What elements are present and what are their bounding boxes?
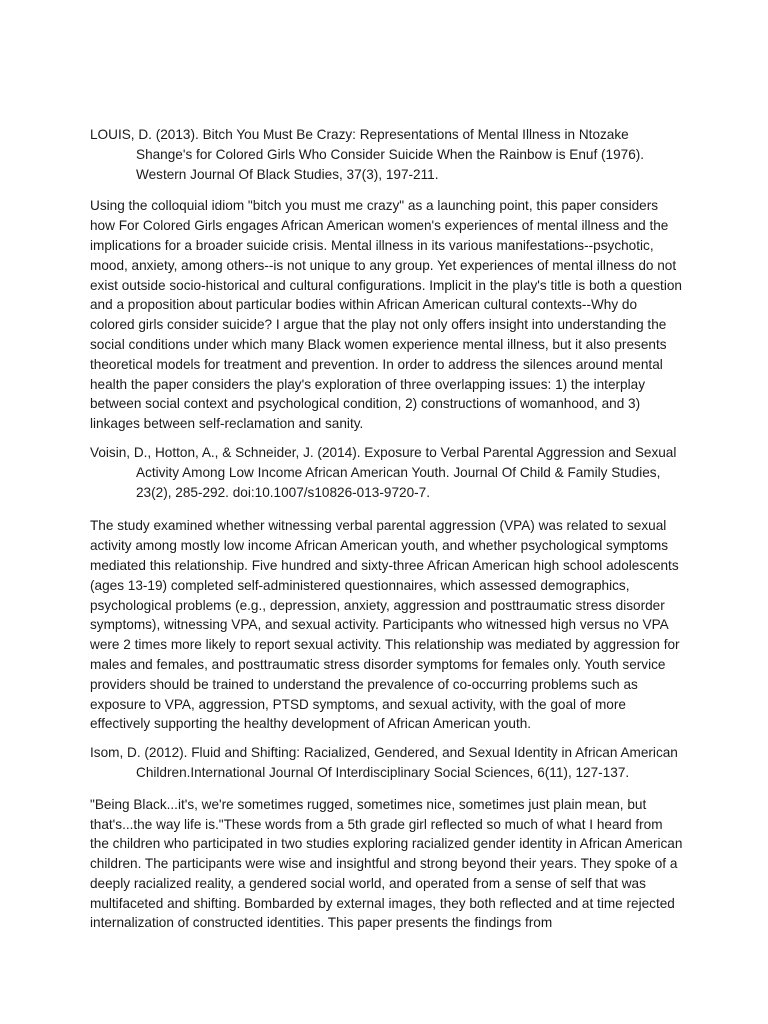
abstract: The study examined whether witnessing verbal parental aggression (VPA) was related to sexual activity among mostly low income African American youth, and whether psychological symptoms mediated this relationship. Five hundred and sixty-three African American high school adolescents (ages 13-19) completed self-administered questionnaires, which assessed demographics, psychological problems (e.g., depression, anxiety, aggression and posttraumatic stress disorder symptoms), witnessing VPA, and sexual activity. Participants who witnessed high versus no VPA were 2 times more likely to report sexual activity. This relationship was mediated by aggression for males and females, and posttraumatic stress disorder symptoms for females only. Youth service providers should be trained to understand the prevalence of co-occurring problems such as exposure to VPA, aggression, PTSD symptoms, and sexual activity, with the goal of more effectively supporting the healthy development of African American youth. bbox=[90, 518, 680, 732]
bibliography-entry bbox=[90, 743, 684, 933]
citation: Voisin, D., Hotton, A., & Schneider, J. (2014). Exposure to Verbal Parental Aggression and Sexual Activity Among Low Income African American Youth. Journal Of Child & Family Studies, 23(2), 285-292. doi:10.1007/s10826-013-9720-7. bbox=[90, 444, 677, 500]
bibliography-entry bbox=[90, 443, 684, 734]
citation: Isom, D. (2012). Fluid and Shifting: Racialized, Gendered, and Sexual Identity in African American Children.International Journal Of Interdisciplinary Social Sciences, 6(11), 127-137. bbox=[90, 745, 678, 780]
citation: LOUIS, D. (2013). Bitch You Must Be Crazy: Representations of Mental Illness in Ntozake Shange's for Colored Girls Who Consider Suicide When the Rainbow is Enuf (1976). Western Journal Of Black Studies, 37(3), 197-211. bbox=[90, 127, 645, 182]
abstract: Using the colloquial idiom "bitch you must me crazy" as a launching point, this paper considers how For Colored Girls engages African American women's experiences of mental illness and the implications for a broader suicide crisis. Mental illness in its various manifestations--psychotic, mood, anxiety, among others--is not unique to any group. Yet experiences of mental illness do not exist outside socio-historical and cultural configurations. Implicit in the play's title is both a question and a proposition about particular bodies within African American cultural contexts--Why do colored girls consider suicide? I argue that the play not only offers insight into understanding the social conditions under which many Black women experience mental illness, but it also presents theoretical models for treatment and prevention. In order to address the silences around mental health the paper considers the play's exploration of three overlapping issues: 1) the interplay between social context and psychological condition, 2) constructions of womanhood, and 3) linkages between self-reclamation and sanity. bbox=[90, 198, 682, 432]
abstract: "Being Black...it's, we're sometimes rugged, sometimes nice, sometimes just plain mean, but that's...the way life is."These words from a 5th grade girl reflected so much of what I heard from the children who participated in two studies exploring racialized gender identity in African American children. The participants were wise and insightful and strong beyond their years. They spoke of a deeply racialized reality, a gendered social world, and operated from a sense of self that was multifaceted and shifting. Bombarded by external images, they both reflected and at time rejected internalization of constructed identities. This paper presents the findings from bbox=[90, 796, 683, 931]
bibliography-entry bbox=[90, 125, 684, 434]
